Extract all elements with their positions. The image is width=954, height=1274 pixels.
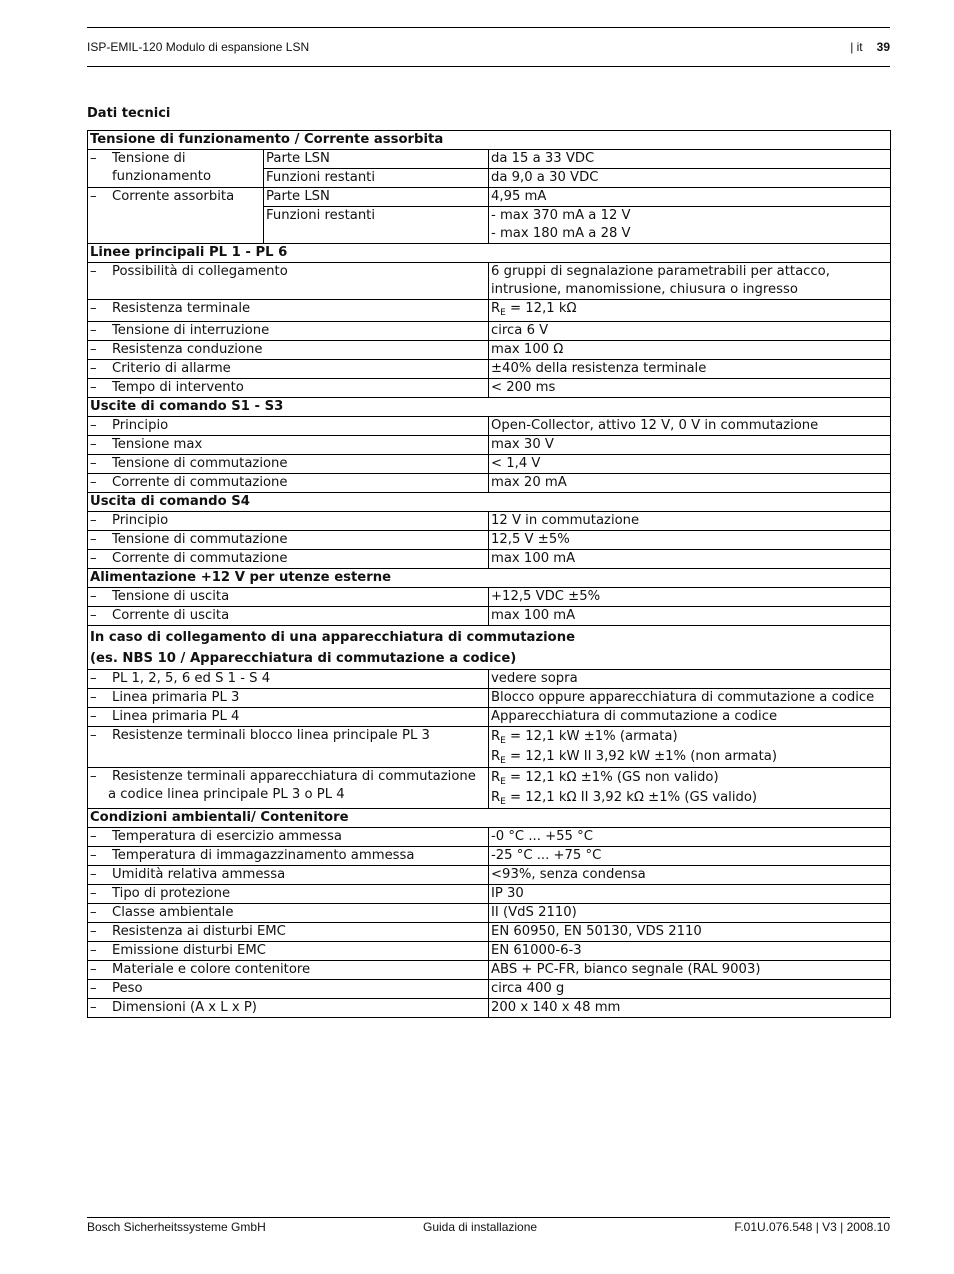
header-right xyxy=(850,40,890,54)
row-label: – PL 1, 2, 5, 6 ed S 1 - S 4 xyxy=(88,670,489,689)
row-value: 6 gruppi di segnalazione parametrabili per attacco, intrusione, manomissione, chiusura o ingresso xyxy=(489,263,891,300)
row-value: -0 °C ... +55 °C xyxy=(489,828,891,847)
row-value: da 9,0 a 30 VDC xyxy=(489,169,891,188)
pl-rows xyxy=(88,322,891,398)
language-marker: | it xyxy=(850,40,863,54)
row-value: II (VdS 2110) xyxy=(489,904,891,923)
row-label: – Corrente di commutazione xyxy=(88,550,489,569)
table-row xyxy=(88,980,891,999)
document-title: ISP-EMIL-120 Modulo di espansione LSN xyxy=(87,40,310,54)
footer-rule xyxy=(87,1217,890,1218)
page-footer xyxy=(87,1220,890,1236)
row-label: – Resistenze terminali apparecchiatura di commutazione a codice linea principale PL 3 o PL 4 xyxy=(88,768,489,809)
row-label: – Linea primaria PL 3 xyxy=(88,689,489,708)
table-row xyxy=(88,923,891,942)
section-heading: Linee principali PL 1 - PL 6 xyxy=(88,244,891,263)
table-row xyxy=(88,341,891,360)
row-value: $R_E = 12,1$ kW ±1% (armata) $R_E = 12,1$ kW II 3,92 kW ±1% (non armata) xyxy=(489,727,891,768)
row-label: – Corrente di uscita xyxy=(88,607,489,626)
row-value: circa 400 g xyxy=(489,980,891,999)
row-label: – Tensione di uscita xyxy=(88,588,489,607)
env-rows xyxy=(88,828,891,1018)
row-label: – Resistenza conduzione xyxy=(88,341,489,360)
row-label: – Materiale e colore contenitore xyxy=(88,961,489,980)
page-header xyxy=(87,40,890,56)
table-row xyxy=(88,708,891,727)
table-row xyxy=(88,150,891,169)
row-sublabel: Parte LSN xyxy=(264,150,489,169)
row-value: Blocco oppure apparecchiatura di commutazione a codice xyxy=(489,689,891,708)
row-value: 200 x 140 x 48 mm xyxy=(489,999,891,1018)
row-value: ABS + PC-FR, bianco segnale (RAL 9003) xyxy=(489,961,891,980)
row-value: circa 6 V xyxy=(489,322,891,341)
row-label: – Tensione di interruzione xyxy=(88,322,489,341)
table-row xyxy=(88,828,891,847)
technical-data-table xyxy=(87,130,891,1018)
row-value: 4,95 mA xyxy=(489,188,891,207)
row-label: – Corrente di commutazione xyxy=(88,474,489,493)
row-label: – Umidità relativa ammessa xyxy=(88,866,489,885)
table-row xyxy=(88,607,891,626)
table-row xyxy=(88,379,891,398)
section-heading: Uscita di comando S4 xyxy=(88,493,891,512)
row-sublabel: Parte LSN xyxy=(264,188,489,207)
row-value: 12,5 V ±5% xyxy=(489,531,891,550)
switching-rows xyxy=(88,670,891,727)
row-value: - max 370 mA a 12 V - max 180 mA a 28 V xyxy=(489,207,891,244)
row-value: 12 V in commutazione xyxy=(489,512,891,531)
table-row xyxy=(88,942,891,961)
table-row xyxy=(88,360,891,379)
row-label: – Temperatura di esercizio ammessa xyxy=(88,828,489,847)
row-value: Apparecchiatura di commutazione a codice xyxy=(489,708,891,727)
row-label: – Possibilità di collegamento xyxy=(88,263,489,300)
section-heading: Alimentazione +12 V per utenze esterne xyxy=(88,569,891,588)
section-row-pl xyxy=(88,244,891,263)
table-row xyxy=(88,322,891,341)
row-value: +12,5 VDC ±5% xyxy=(489,588,891,607)
section-row-supply xyxy=(88,131,891,150)
row-label: – Temperatura di immagazzinamento ammessa xyxy=(88,847,489,866)
row-label: – Criterio di allarme xyxy=(88,360,489,379)
row-value: -25 °C ... +75 °C xyxy=(489,847,891,866)
table-row xyxy=(88,474,891,493)
row-value: $R_E = 12,1$ kΩ xyxy=(489,300,891,322)
row-value: < 1,4 V xyxy=(489,455,891,474)
row-value: EN 61000-6-3 xyxy=(489,942,891,961)
row-label: – Tipo di protezione xyxy=(88,885,489,904)
s4-rows xyxy=(88,512,891,569)
row-value: IP 30 xyxy=(489,885,891,904)
table-row xyxy=(88,689,891,708)
row-value: EN 60950, EN 50130, VDS 2110 xyxy=(489,923,891,942)
row-value: $R_E = 12,1$ kΩ ±1% (GS non valido) $R_E = 12,1$ kΩ II 3,92 kΩ ±1% (GS valido) xyxy=(489,768,891,809)
row-label: – Peso xyxy=(88,980,489,999)
footer-company: Bosch Sicherheitssysteme GmbH xyxy=(87,1220,266,1234)
row-label: – Tensione di commutazione xyxy=(88,455,489,474)
row-value: vedere sopra xyxy=(489,670,891,689)
row-label: – Resistenze terminali blocco linea principale PL 3 xyxy=(88,727,489,768)
row-value: < 200 ms xyxy=(489,379,891,398)
footer-guide: Guida di installazione xyxy=(423,1220,538,1234)
table-row xyxy=(88,417,891,436)
row-value: max 100 mA xyxy=(489,550,891,569)
row-label: – Dimensioni (A x L x P) xyxy=(88,999,489,1018)
row-value: <93%, senza condensa xyxy=(489,866,891,885)
row-sublabel: Funzioni restanti xyxy=(264,169,489,188)
row-label: – Classe ambientale xyxy=(88,904,489,923)
table-row xyxy=(88,670,891,689)
row-value: max 30 V xyxy=(489,436,891,455)
section-row-switching xyxy=(88,626,891,670)
section-heading: Uscite di comando S1 - S3 xyxy=(88,398,891,417)
section-heading: In caso di collegamento di una apparecchiatura di commutazione (es. NBS 10 / Apparecchiatura di commutazione a codice) xyxy=(88,626,891,670)
row-label: – Tensione di commutazione xyxy=(88,531,489,550)
table-row xyxy=(88,847,891,866)
section-heading: Condizioni ambientali/ Contenitore xyxy=(88,809,891,828)
table-row xyxy=(88,999,891,1018)
row-label: – Resistenza terminale xyxy=(88,300,489,322)
row-value: ±40% della resistenza terminale xyxy=(489,360,891,379)
row-label: – Emissione disturbi EMC xyxy=(88,942,489,961)
section-row-s1s3 xyxy=(88,398,891,417)
row-sublabel: Funzioni restanti xyxy=(264,207,489,244)
table-row xyxy=(88,531,891,550)
header-bottom-rule xyxy=(87,66,890,67)
row-value: Open-Collector, attivo 12 V, 0 V in commutazione xyxy=(489,417,891,436)
table-row xyxy=(88,866,891,885)
table-row xyxy=(88,768,891,809)
section-row-env xyxy=(88,809,891,828)
table-row xyxy=(88,727,891,768)
aux-rows xyxy=(88,588,891,626)
section-heading: Tensione di funzionamento / Corrente assorbita xyxy=(88,131,891,150)
table-row xyxy=(88,588,891,607)
row-label: – Tensione max xyxy=(88,436,489,455)
section-row-aux xyxy=(88,569,891,588)
row-value: max 100 Ω xyxy=(489,341,891,360)
table-row xyxy=(88,300,891,322)
row-label: – Tempo di intervento xyxy=(88,379,489,398)
row-label: – Linea primaria PL 4 xyxy=(88,708,489,727)
row-label: – Principio xyxy=(88,512,489,531)
row-label: – Corrente assorbita xyxy=(88,188,264,244)
row-label: – Principio xyxy=(88,417,489,436)
section-row-s4 xyxy=(88,493,891,512)
table-row xyxy=(88,904,891,923)
row-value: da 15 a 33 VDC xyxy=(489,150,891,169)
row-value: max 20 mA xyxy=(489,474,891,493)
s1s3-rows xyxy=(88,417,891,493)
table-row xyxy=(88,961,891,980)
table-row xyxy=(88,885,891,904)
table-row xyxy=(88,263,891,300)
section-title: Dati tecnici xyxy=(87,106,171,121)
table-row xyxy=(88,455,891,474)
header-top-rule xyxy=(87,27,890,28)
table-row xyxy=(88,512,891,531)
table-row xyxy=(88,436,891,455)
table-row xyxy=(88,188,891,207)
table-row xyxy=(88,550,891,569)
row-value: max 100 mA xyxy=(489,607,891,626)
row-label: – Tensione di funzionamento xyxy=(88,150,264,188)
row-label: – Resistenza ai disturbi EMC xyxy=(88,923,489,942)
page-number: 39 xyxy=(876,40,890,54)
footer-doc-code: F.01U.076.548 | V3 | 2008.10 xyxy=(734,1220,890,1234)
